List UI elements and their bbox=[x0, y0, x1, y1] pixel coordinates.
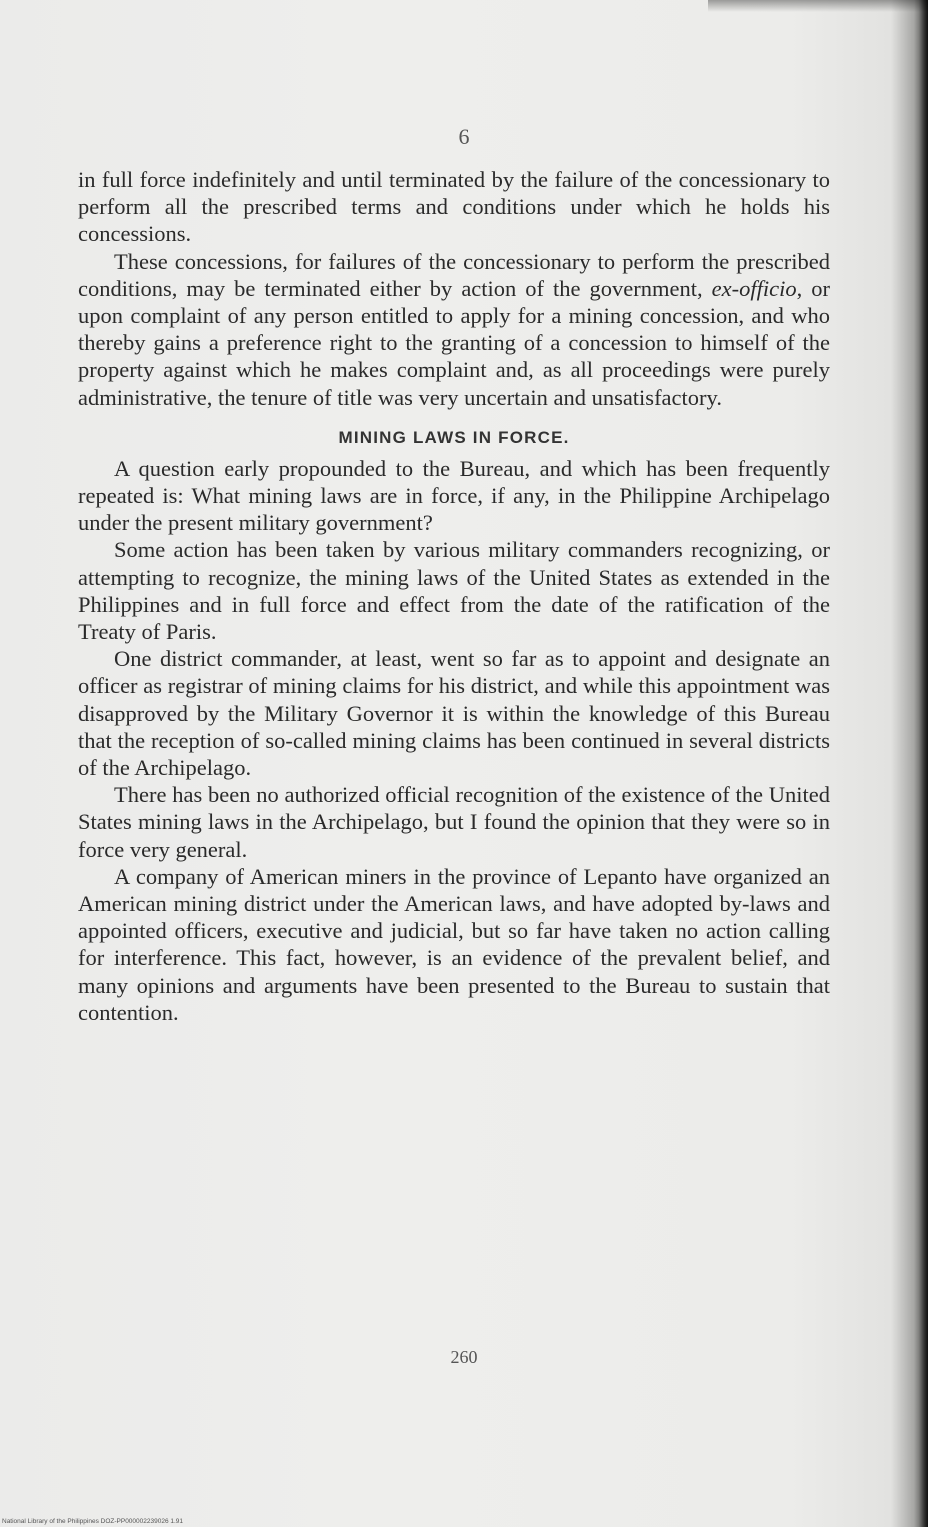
page-edge-shadow bbox=[914, 0, 928, 1527]
paragraph-concessions-text-a: These concessions, for failures of the concessionary to perform the prescribed conditions, may be terminated either by action of the government, bbox=[78, 248, 830, 301]
paragraph-lepanto-miners: A company of American miners in the province of Lepanto have organized an American mining district under the American laws, and have adopted by-laws and appointed officers, executive and judicial, but so far have taken no action calling for interference. This fact, however, is an evidence of the prevalent belief, and many opinions and arguments have been presented to the Bureau to sustain that contention. bbox=[78, 863, 830, 1025]
latin-term-ex-officio: ex-officio bbox=[711, 275, 797, 301]
page-number-bottom: 260 bbox=[450, 1347, 478, 1367]
library-imprint: National Library of the Philippines DOZ-PP000002239026 1.91 bbox=[2, 1518, 184, 1525]
paragraph-military-action: Some action has been taken by various military commanders recognizing, or attempting to recognize, the mining laws of the United States as extended in the Philippines and in full force and effect from the date of the ratification of the Treaty of Paris. bbox=[78, 537, 830, 645]
body-text bbox=[78, 166, 830, 1026]
page-top-shadow bbox=[708, 0, 928, 12]
paragraph-continuation: in full force indefinitely and until terminated by the failure of the concessionary to perform all the prescribed terms and conditions under which he holds his concessions. bbox=[78, 167, 830, 247]
paragraph-question: A question early propounded to the Bureau, and which has been frequently repeated is: What mining laws are in force, if any, in the Philippine Archipelago under the present military government? bbox=[78, 455, 830, 536]
section-heading: MINING LAWS IN FORCE. bbox=[338, 427, 570, 447]
paragraph-recognition: There has been no authorized official recognition of the existence of the United States mining laws in the Archipelago, but I found the opinion that they were so in force very general. bbox=[78, 782, 830, 862]
page-number-top: 6 bbox=[458, 124, 470, 149]
paragraph-concessions bbox=[78, 248, 830, 411]
paragraph-concessions-text-b: , or upon complaint of any person entitled to apply for a mining concession, and who thereby gains a preference right to the granting of a concession to himself of the property against which he makes complaint and, as all proceedings were purely administrative, the tenure of title was very uncertain and unsatisfactory. bbox=[78, 275, 830, 410]
paragraph-district-commander: One district commander, at least, went so far as to appoint and designate an officer as registrar of mining claims for his district, and while this appointment was disapproved by the Military Governor it is within the knowledge of this Bureau that the reception of so-called mining claims has been continued in several districts of the Archipelago. bbox=[78, 646, 830, 781]
